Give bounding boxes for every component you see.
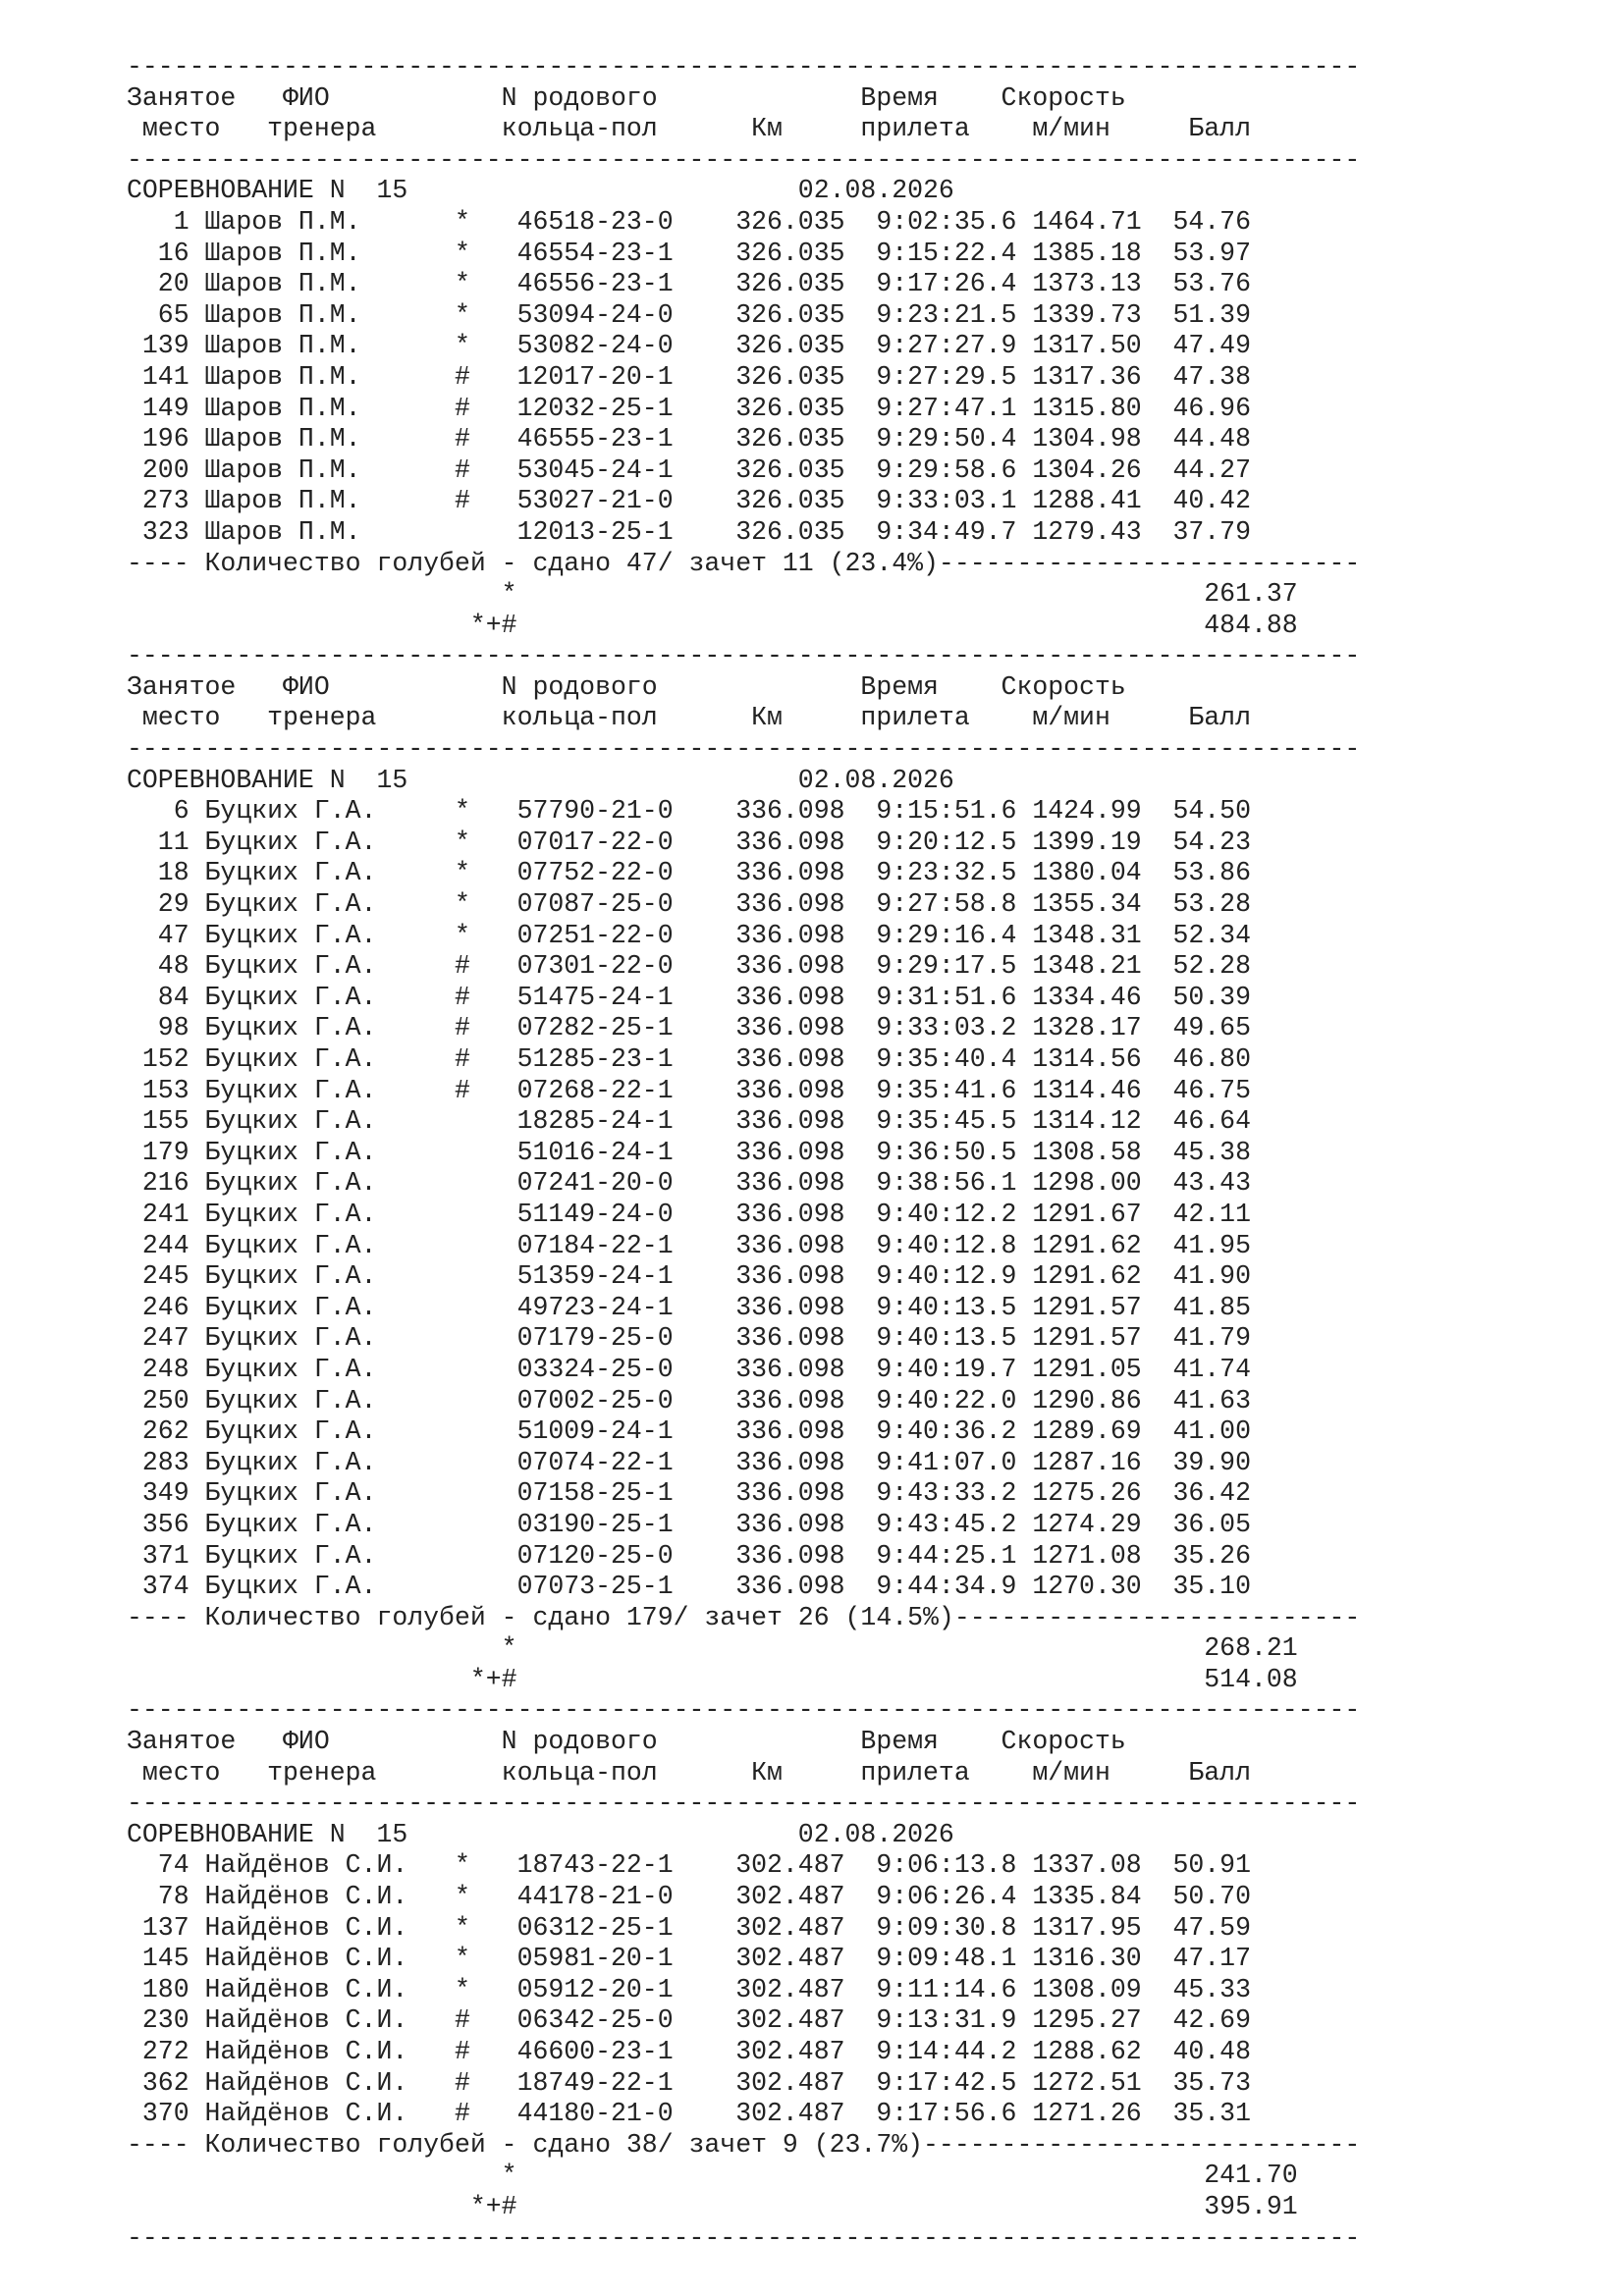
pigeon-count-summary: ---- Количество голубей - сдано 38/ зачет 9 (23.7%)---------------------------- [127,2129,1361,2160]
result-row: 20 Шаров П.М. * 46556-23-1 326.035 9:17:26.4 1373.13 53.76 [127,269,1251,299]
competition-title-line: СОРЕВНОВАНИЕ N 15 02.08.2026 [127,176,954,206]
competition-title-line: СОРЕВНОВАНИЕ N 15 02.08.2026 [127,765,954,795]
result-row: 153 Буцких Г.А. # 07268-22-1 336.098 9:35:41.6 1314.46 46.75 [127,1075,1251,1105]
result-row: 145 Найдёнов С.И. * 05981-20-1 302.487 9:09:48.1 1316.30 47.17 [127,1944,1251,1974]
column-header-line: место тренера кольца-пол Км прилета м/мин Балл [127,703,1251,733]
result-row: 137 Найдёнов С.И. * 06312-25-1 302.487 9:09:30.8 1317.95 47.59 [127,1912,1251,1943]
separator-line: ------------------------------------------------------------------------------- [127,641,1361,671]
result-row: 200 Шаров П.М. # 53045-24-1 326.035 9:29:58.6 1304.26 44.27 [127,454,1251,485]
result-row: 272 Найдёнов С.И. # 46600-23-1 302.487 9:14:44.2 1288.62 40.48 [127,2037,1251,2066]
results-document [127,52,1360,2254]
result-row: 230 Найдёнов С.И. # 06342-25-0 302.487 9:13:31.9 1295.27 42.69 [127,2005,1251,2036]
column-header-line: Занятое ФИО N родового Время Скорость [127,1727,1126,1757]
result-row: 241 Буцких Г.А. 51149-24-0 336.098 9:40:12.2 1291.67 42.11 [127,1199,1251,1229]
separator-line: ------------------------------------------------------------------------------- [127,1695,1361,1726]
result-row: 149 Шаров П.М. # 12032-25-1 326.035 9:27:47.1 1315.80 46.96 [127,393,1251,423]
points-total-line: * 241.70 [127,2161,1298,2191]
result-row: 152 Буцких Г.А. # 51285-23-1 336.098 9:35:40.4 1314.56 46.80 [127,1044,1251,1074]
result-row: 349 Буцких Г.А. 07158-25-1 336.098 9:43:33.2 1275.26 36.42 [127,1478,1251,1509]
result-row: 29 Буцких Г.А. * 07087-25-0 336.098 9:27:58.8 1355.34 53.28 [127,889,1251,920]
pigeon-count-summary: ---- Количество голубей - сдано 179/ зачет 26 (14.5%)-------------------------- [127,1602,1361,1632]
result-row: 247 Буцких Г.А. 07179-25-0 336.098 9:40:13.5 1291.57 41.79 [127,1323,1251,1354]
result-row: 65 Шаров П.М. * 53094-24-0 326.035 9:23:21.5 1339.73 51.39 [127,299,1251,330]
result-row: 139 Шаров П.М. * 53082-24-0 326.035 9:27:27.9 1317.50 47.49 [127,331,1251,361]
separator-line: ------------------------------------------------------------------------------- [127,734,1361,765]
result-row: 262 Буцких Г.А. 51009-24-1 336.098 9:40:36.2 1289.69 41.00 [127,1416,1251,1447]
result-row: 48 Буцких Г.А. # 07301-22-0 336.098 9:29:17.5 1348.21 52.28 [127,951,1251,982]
result-row: 74 Найдёнов С.И. * 18743-22-1 302.487 9:06:13.8 1337.08 50.91 [127,1850,1251,1881]
result-row: 283 Буцких Г.А. 07074-22-1 336.098 9:41:07.0 1287.16 39.90 [127,1447,1251,1477]
separator-line: ------------------------------------------------------------------------------- [127,2222,1361,2253]
points-total-line: * 261.37 [127,579,1298,610]
result-row: 362 Найдёнов С.И. # 18749-22-1 302.487 9:17:42.5 1272.51 35.73 [127,2067,1251,2098]
result-row: 196 Шаров П.М. # 46555-23-1 326.035 9:29:50.4 1304.98 44.48 [127,424,1251,454]
points-total-line: *+# 395.91 [127,2191,1298,2221]
result-row: 155 Буцких Г.А. 18285-24-1 336.098 9:35:45.5 1314.12 46.64 [127,1106,1251,1137]
result-row: 18 Буцких Г.А. * 07752-22-0 336.098 9:23:32.5 1380.04 53.86 [127,858,1251,888]
competition-title-line: СОРЕВНОВАНИЕ N 15 02.08.2026 [127,1819,954,1849]
result-row: 370 Найдёнов С.И. # 44180-21-0 302.487 9:17:56.6 1271.26 35.31 [127,2099,1251,2129]
result-row: 11 Буцких Г.А. * 07017-22-0 336.098 9:20:12.5 1399.19 54.23 [127,827,1251,857]
separator-line: ------------------------------------------------------------------------------- [127,1789,1361,1819]
result-row: 374 Буцких Г.А. 07073-25-1 336.098 9:44:34.9 1270.30 35.10 [127,1572,1251,1602]
column-header-line: Занятое ФИО N родового Время Скорость [127,671,1126,702]
result-row: 78 Найдёнов С.И. * 44178-21-0 302.487 9:06:26.4 1335.84 50.70 [127,1882,1251,1912]
points-total-line: *+# 484.88 [127,610,1298,640]
result-row: 98 Буцких Г.А. # 07282-25-1 336.098 9:33:03.2 1328.17 49.65 [127,1013,1251,1043]
result-row: 371 Буцких Г.А. 07120-25-0 336.098 9:44:25.1 1271.08 35.26 [127,1540,1251,1571]
result-row: 273 Шаров П.М. # 53027-21-0 326.035 9:33:03.1 1288.41 40.42 [127,486,1251,516]
points-total-line: * 268.21 [127,1633,1298,1664]
result-row: 248 Буцких Г.А. 03324-25-0 336.098 9:40:19.7 1291.05 41.74 [127,1354,1251,1384]
column-header-line: Занятое ФИО N родового Время Скорость [127,82,1126,113]
result-row: 245 Буцких Г.А. 51359-24-1 336.098 9:40:12.9 1291.62 41.90 [127,1261,1251,1292]
result-row: 47 Буцких Г.А. * 07251-22-0 336.098 9:29:16.4 1348.31 52.34 [127,920,1251,950]
result-row: 141 Шаров П.М. # 12017-20-1 326.035 9:27:29.5 1317.36 47.38 [127,361,1251,392]
result-row: 1 Шаров П.М. * 46518-23-0 326.035 9:02:35.6 1464.71 54.76 [127,206,1251,237]
result-row: 250 Буцких Г.А. 07002-25-0 336.098 9:40:22.0 1290.86 41.63 [127,1385,1251,1415]
result-row: 323 Шаров П.М. 12013-25-1 326.035 9:34:49.7 1279.43 37.79 [127,516,1251,547]
result-row: 244 Буцких Г.А. 07184-22-1 336.098 9:40:12.8 1291.62 41.95 [127,1230,1251,1260]
result-row: 216 Буцких Г.А. 07241-20-0 336.098 9:38:56.1 1298.00 43.43 [127,1168,1251,1199]
separator-line: ------------------------------------------------------------------------------- [127,52,1361,81]
separator-line: ------------------------------------------------------------------------------- [127,144,1361,175]
result-row: 246 Буцких Г.А. 49723-24-1 336.098 9:40:13.5 1291.57 41.85 [127,1292,1251,1322]
pigeon-count-summary: ---- Количество голубей - сдано 47/ зачет 11 (23.4%)--------------------------- [127,548,1361,578]
column-header-line: место тренера кольца-пол Км прилета м/мин Балл [127,1757,1251,1788]
result-row: 16 Шаров П.М. * 46554-23-1 326.035 9:15:22.4 1385.18 53.97 [127,238,1251,268]
column-header-line: место тренера кольца-пол Км прилета м/мин Балл [127,114,1251,144]
points-total-line: *+# 514.08 [127,1664,1298,1694]
result-row: 84 Буцких Г.А. # 51475-24-1 336.098 9:31:51.6 1334.46 50.39 [127,982,1251,1012]
result-row: 356 Буцких Г.А. 03190-25-1 336.098 9:43:45.2 1274.29 36.05 [127,1509,1251,1539]
result-row: 179 Буцких Г.А. 51016-24-1 336.098 9:36:50.5 1308.58 45.38 [127,1137,1251,1167]
result-row: 180 Найдёнов С.И. * 05912-20-1 302.487 9:11:14.6 1308.09 45.33 [127,1974,1251,2004]
result-row: 6 Буцких Г.А. * 57790-21-0 336.098 9:15:51.6 1424.99 54.50 [127,796,1251,827]
